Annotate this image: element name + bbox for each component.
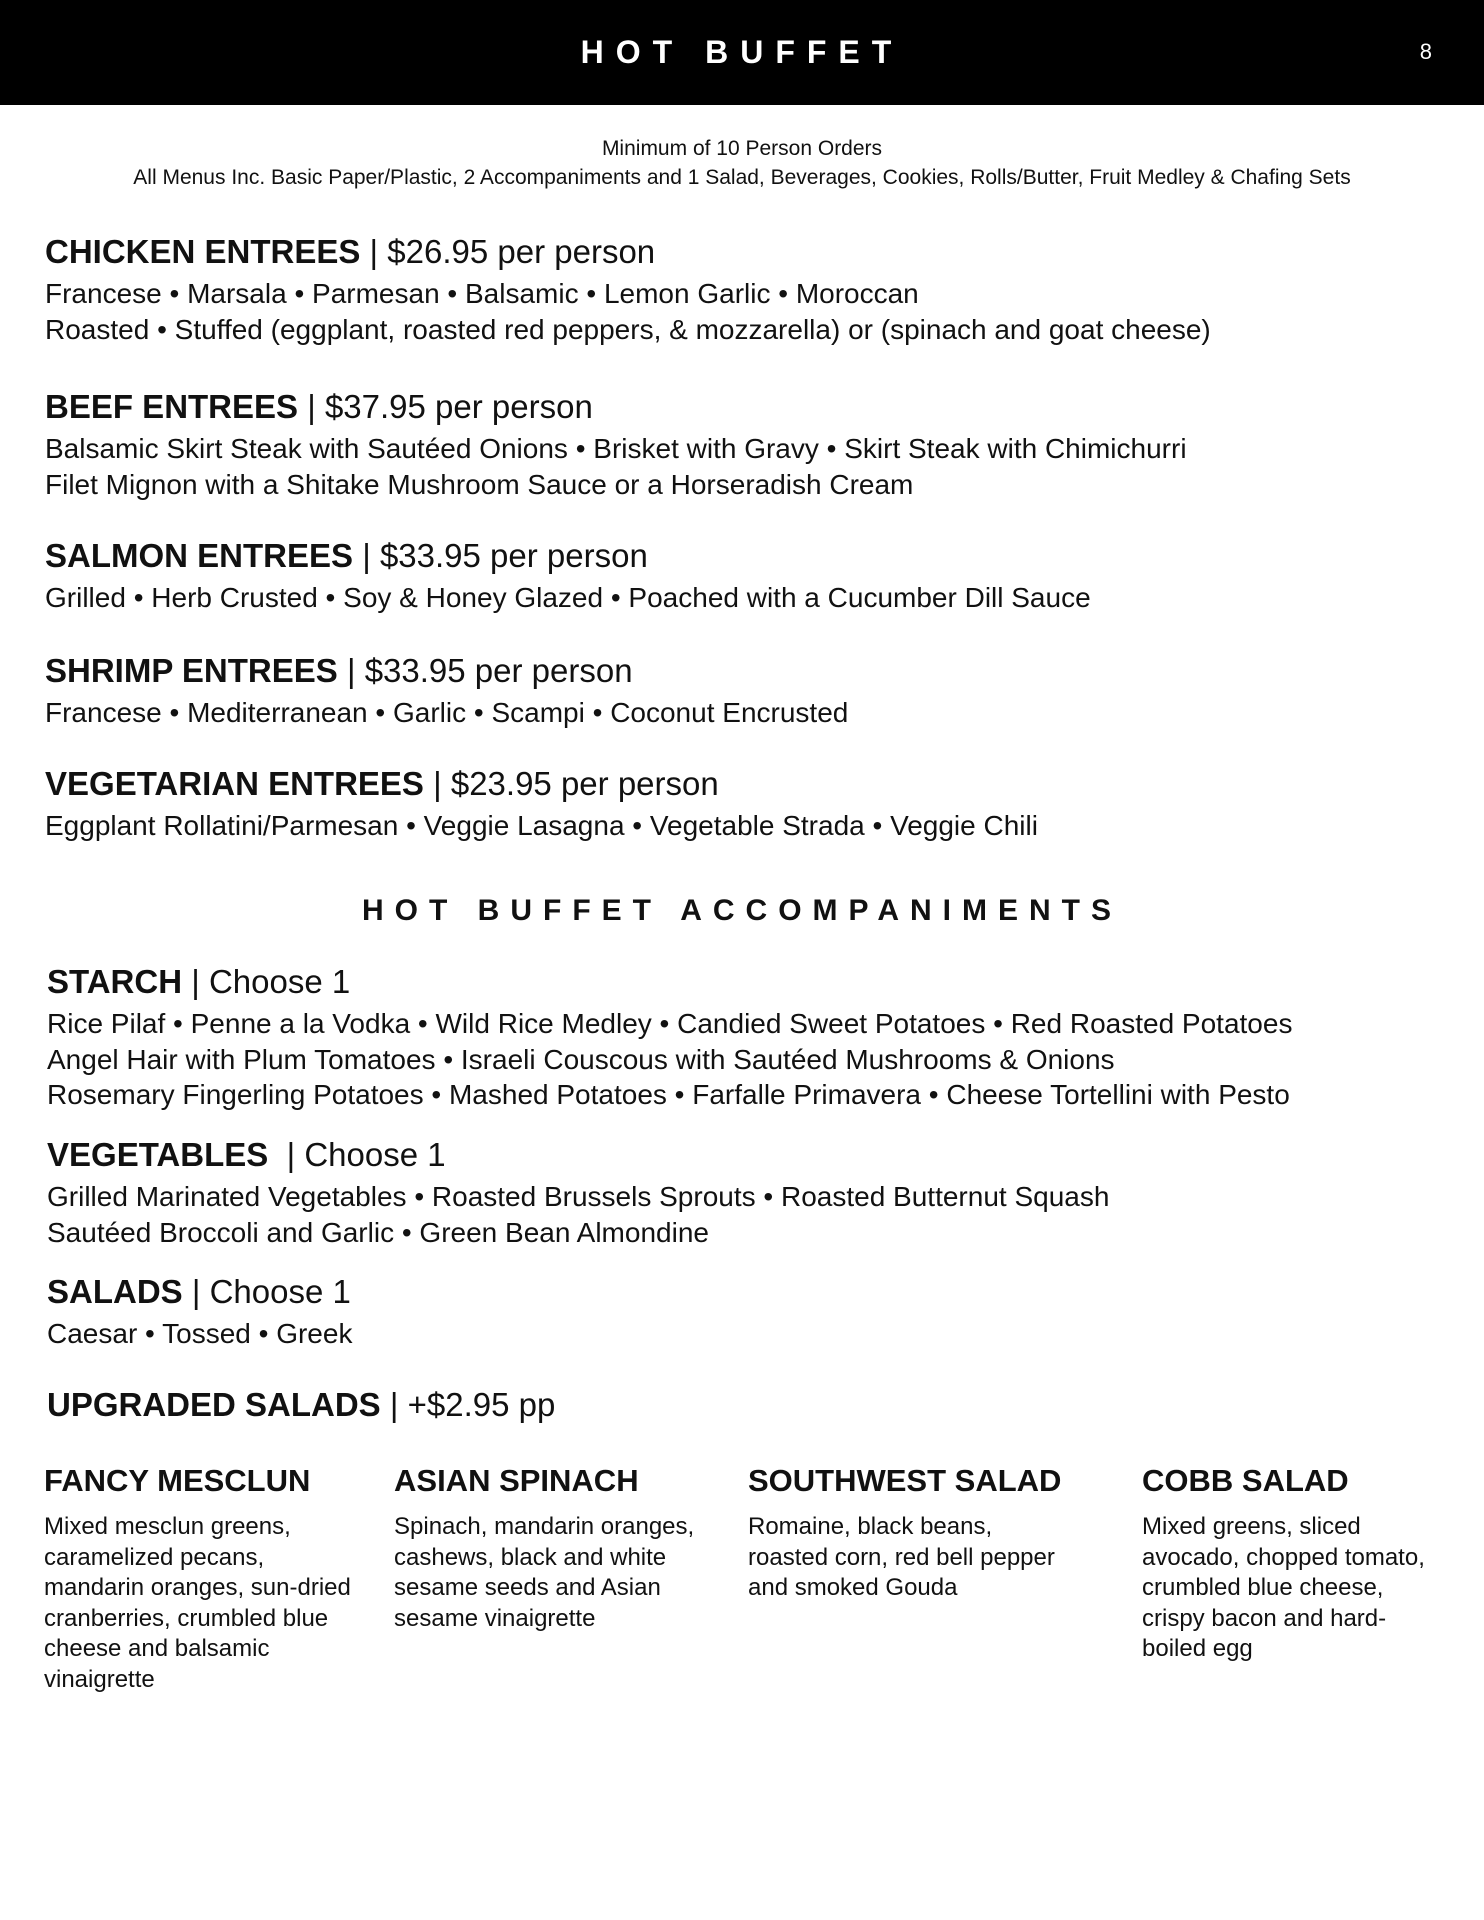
section-heading: SALMON ENTREES | $33.95 per person <box>45 537 648 574</box>
section-vegetables <box>47 1135 1109 1250</box>
section-items: Caesar • Tossed • Greek <box>47 1318 353 1349</box>
section-heading: STARCH | Choose 1 <box>47 963 351 1000</box>
section-heading: VEGETABLES | Choose 1 <box>47 1136 446 1173</box>
section-items: Francese • Mediterranean • Garlic • Scampi • Coconut Encrusted <box>45 697 849 728</box>
section-items: Eggplant Rollatini/Parmesan • Veggie Lasagna • Vegetable Strada • Veggie Chili <box>45 810 1038 841</box>
salad-cobb: COBB SALAD Mixed greens, sliced avocado, chopped tomato, crumbled blue cheese, crispy bacon and hard-boiled egg <box>1142 1463 1425 1663</box>
page-header <box>0 0 1484 105</box>
section-heading: UPGRADED SALADS | +$2.95 pp <box>47 1386 556 1423</box>
salad-asian-spinach: ASIAN SPINACH Spinach, mandarin oranges, cashews, black and white sesame seeds and Asian sesame vinaigrette <box>394 1463 695 1632</box>
section-upgraded-salads <box>47 1385 555 1425</box>
salad-southwest: SOUTHWEST SALAD Romaine, black beans, roasted corn, red bell pepper and smoked Gouda <box>748 1463 1062 1602</box>
section-items: Grilled Marinated Vegetables • Roasted Brussels Sprouts • Roasted Butternut Squash Sautéed Broccoli and Garlic • Green Bean Almondine <box>47 1181 1110 1248</box>
order-notes <box>0 134 1484 192</box>
section-salads <box>47 1272 352 1352</box>
section-vegetarian <box>45 764 1038 844</box>
section-items: Francese • Marsala • Parmesan • Balsamic • Lemon Garlic • Moroccan Roasted • Stuffed (eggplant, roasted red peppers, & mozzarella) or (spinach and goat cheese) <box>45 278 1211 345</box>
section-starch <box>47 962 1292 1113</box>
section-shrimp <box>45 651 848 731</box>
page-number: 8 <box>1419 39 1432 64</box>
section-items: Grilled • Herb Crusted • Soy & Honey Glazed • Poached with a Cucumber Dill Sauce <box>45 582 1091 613</box>
section-heading: SALADS | Choose 1 <box>47 1273 351 1310</box>
section-heading: BEEF ENTREES | $37.95 per person <box>45 388 593 425</box>
section-items: Balsamic Skirt Steak with Sautéed Onions • Brisket with Gravy • Skirt Steak with Chimichurri Filet Mignon with a Shitake Mushroom Sauce or a Horseradish Cream <box>45 433 1187 500</box>
page-title: HOT BUFFET <box>580 34 904 70</box>
section-beef <box>45 387 1187 503</box>
section-items: Rice Pilaf • Penne a la Vodka • Wild Rice Medley • Candied Sweet Potatoes • Red Roasted Potatoes Angel Hair with Plum Tomatoes • Israeli Couscous with Sautéed Mushrooms & Onions Rosemary Fingerling Potatoes • Mashed Potatoes • Farfalle Primavera • Cheese Tortellini with Pesto <box>47 1008 1293 1110</box>
section-chicken <box>45 232 1211 348</box>
section-heading: SHRIMP ENTREES | $33.95 per person <box>45 652 633 689</box>
section-heading: CHICKEN ENTREES | $26.95 per person <box>45 233 656 270</box>
note-includes: All Menus Inc. Basic Paper/Plastic, 2 Accompaniments and 1 Salad, Beverages, Cookies, Rolls/Butter, Fruit Medley & Chafing Sets <box>133 166 1351 189</box>
section-salmon <box>45 536 1091 616</box>
note-minimum: Minimum of 10 Person Orders <box>601 137 883 160</box>
salad-fancy-mesclun: FANCY MESCLUN Mixed mesclun greens, caramelized pecans, mandarin oranges, sun-dried cranberries, crumbled blue cheese and balsamic vinaigrette <box>44 1463 351 1693</box>
accompaniments-title: HOT BUFFET ACCOMPANIMENTS <box>362 894 1122 927</box>
section-heading: VEGETARIAN ENTREES | $23.95 per person <box>45 765 719 802</box>
